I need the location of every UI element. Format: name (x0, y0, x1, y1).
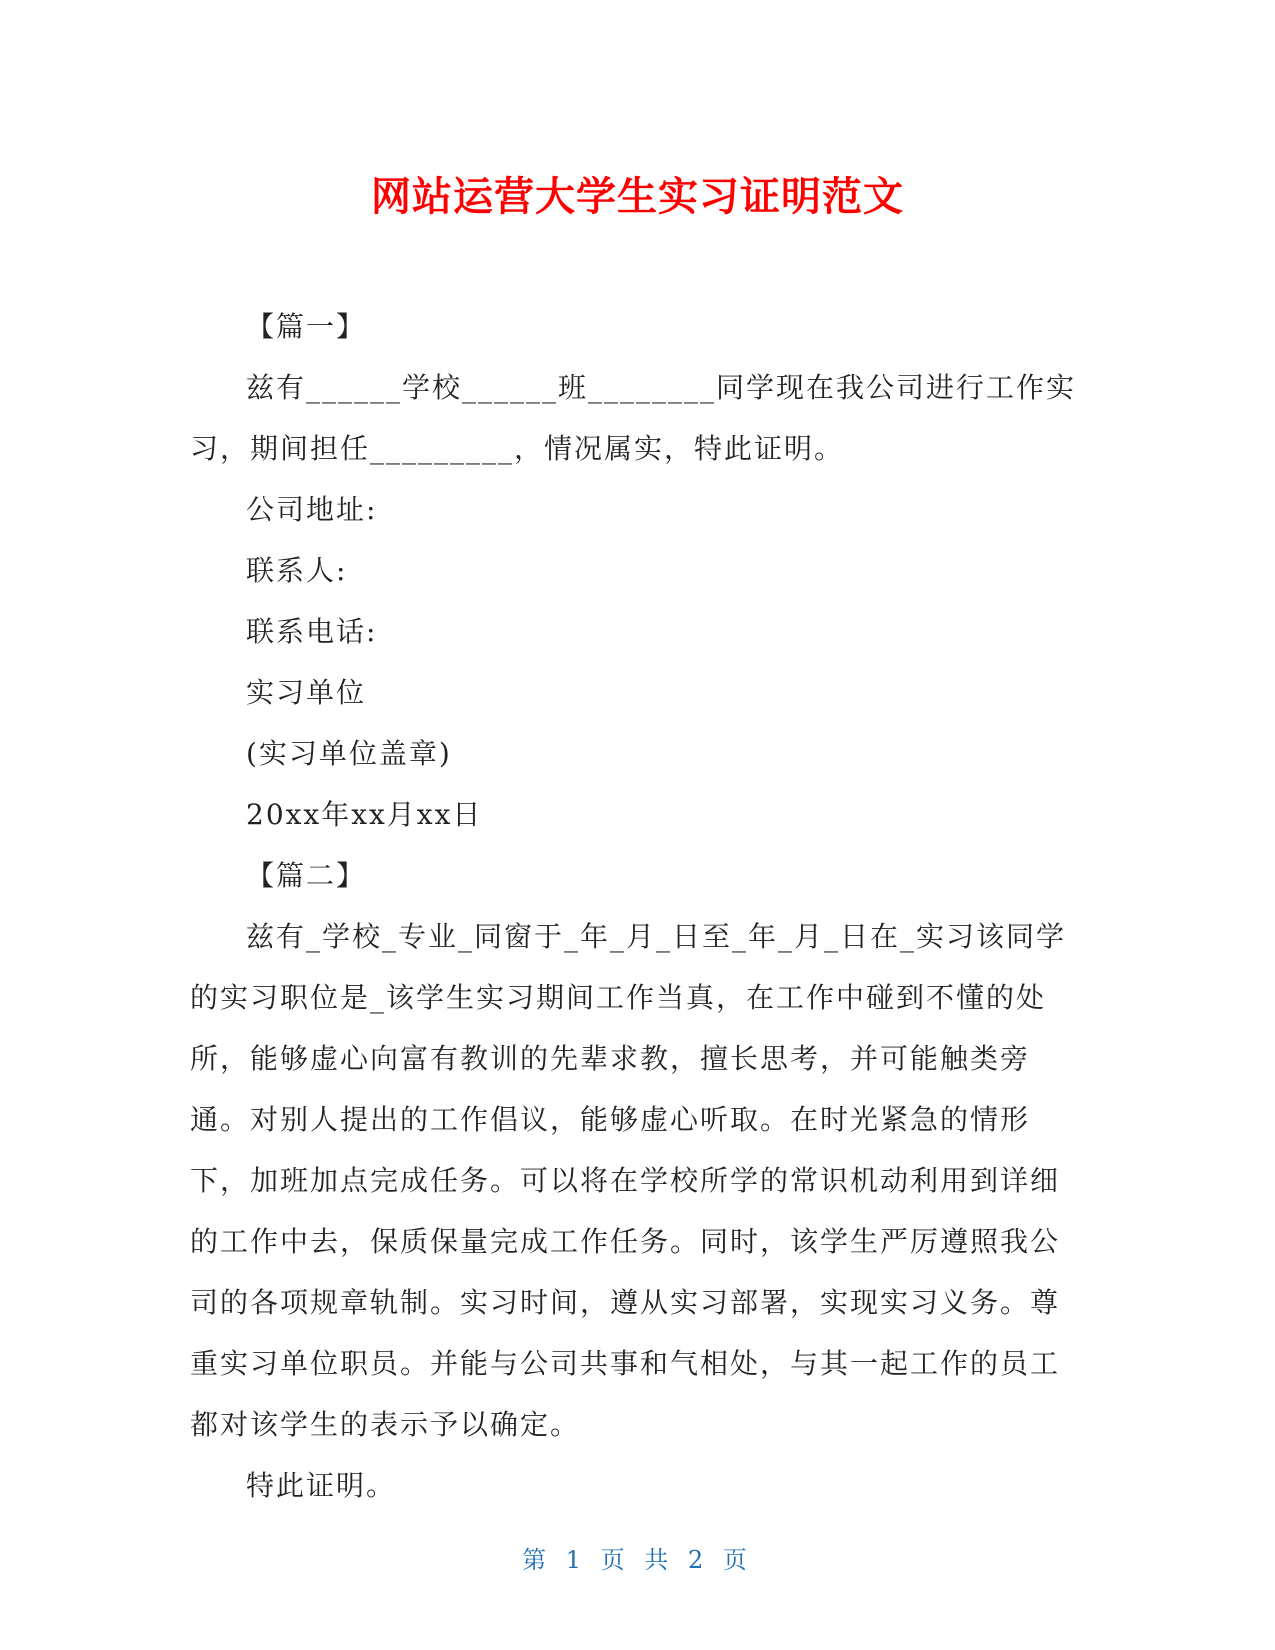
document-body (190, 296, 1080, 1516)
part1-paragraph: 兹有______学校______班________同学现在我公司进行工作实习，期间担任_________，情况属实，特此证明。 (190, 371, 1077, 465)
closing-line: 特此证明。 (246, 1469, 397, 1502)
part1-heading: 【篇一】 (246, 310, 367, 343)
unit-label: 实习单位 (246, 676, 367, 709)
stamp-label: (实习单位盖章) (246, 737, 452, 770)
address-label: 公司地址: (246, 493, 378, 526)
page-title: 网站运营大学生实习证明范文 (371, 174, 904, 220)
page-footer: 第 1 页 共 2 页 (522, 1546, 753, 1574)
part2-heading: 【篇二】 (246, 859, 367, 892)
part2-paragraph: 兹有_学校_专业_同窗于_年_月_日至_年_月_日在_实习该同学的实习职位是_该学生实习期间工作当真，在工作中碰到不懂的处所，能够虚心向富有教训的先辈求教，擅长思考，并可能触类旁通。对别人提出的工作倡议，能够虚心听取。在时光紧急的情形下，加班加点完成任务。可以将在学校所学的常识机动利用到详细的工作中去，保质保量完成工作任务。同时，该学生严厉遵照我公司的各项规章轨制。实习时间，遵从实习部署，实现实习义务。尊重实习单位职员。并能与公司共事和气相处，与其一起工作的员工都对该学生的表示予以确定。 (190, 920, 1067, 1441)
contact-label: 联系人: (246, 554, 348, 587)
phone-label: 联系电话: (246, 615, 378, 648)
date-line: 20xx年xx月xx日 (246, 798, 483, 831)
